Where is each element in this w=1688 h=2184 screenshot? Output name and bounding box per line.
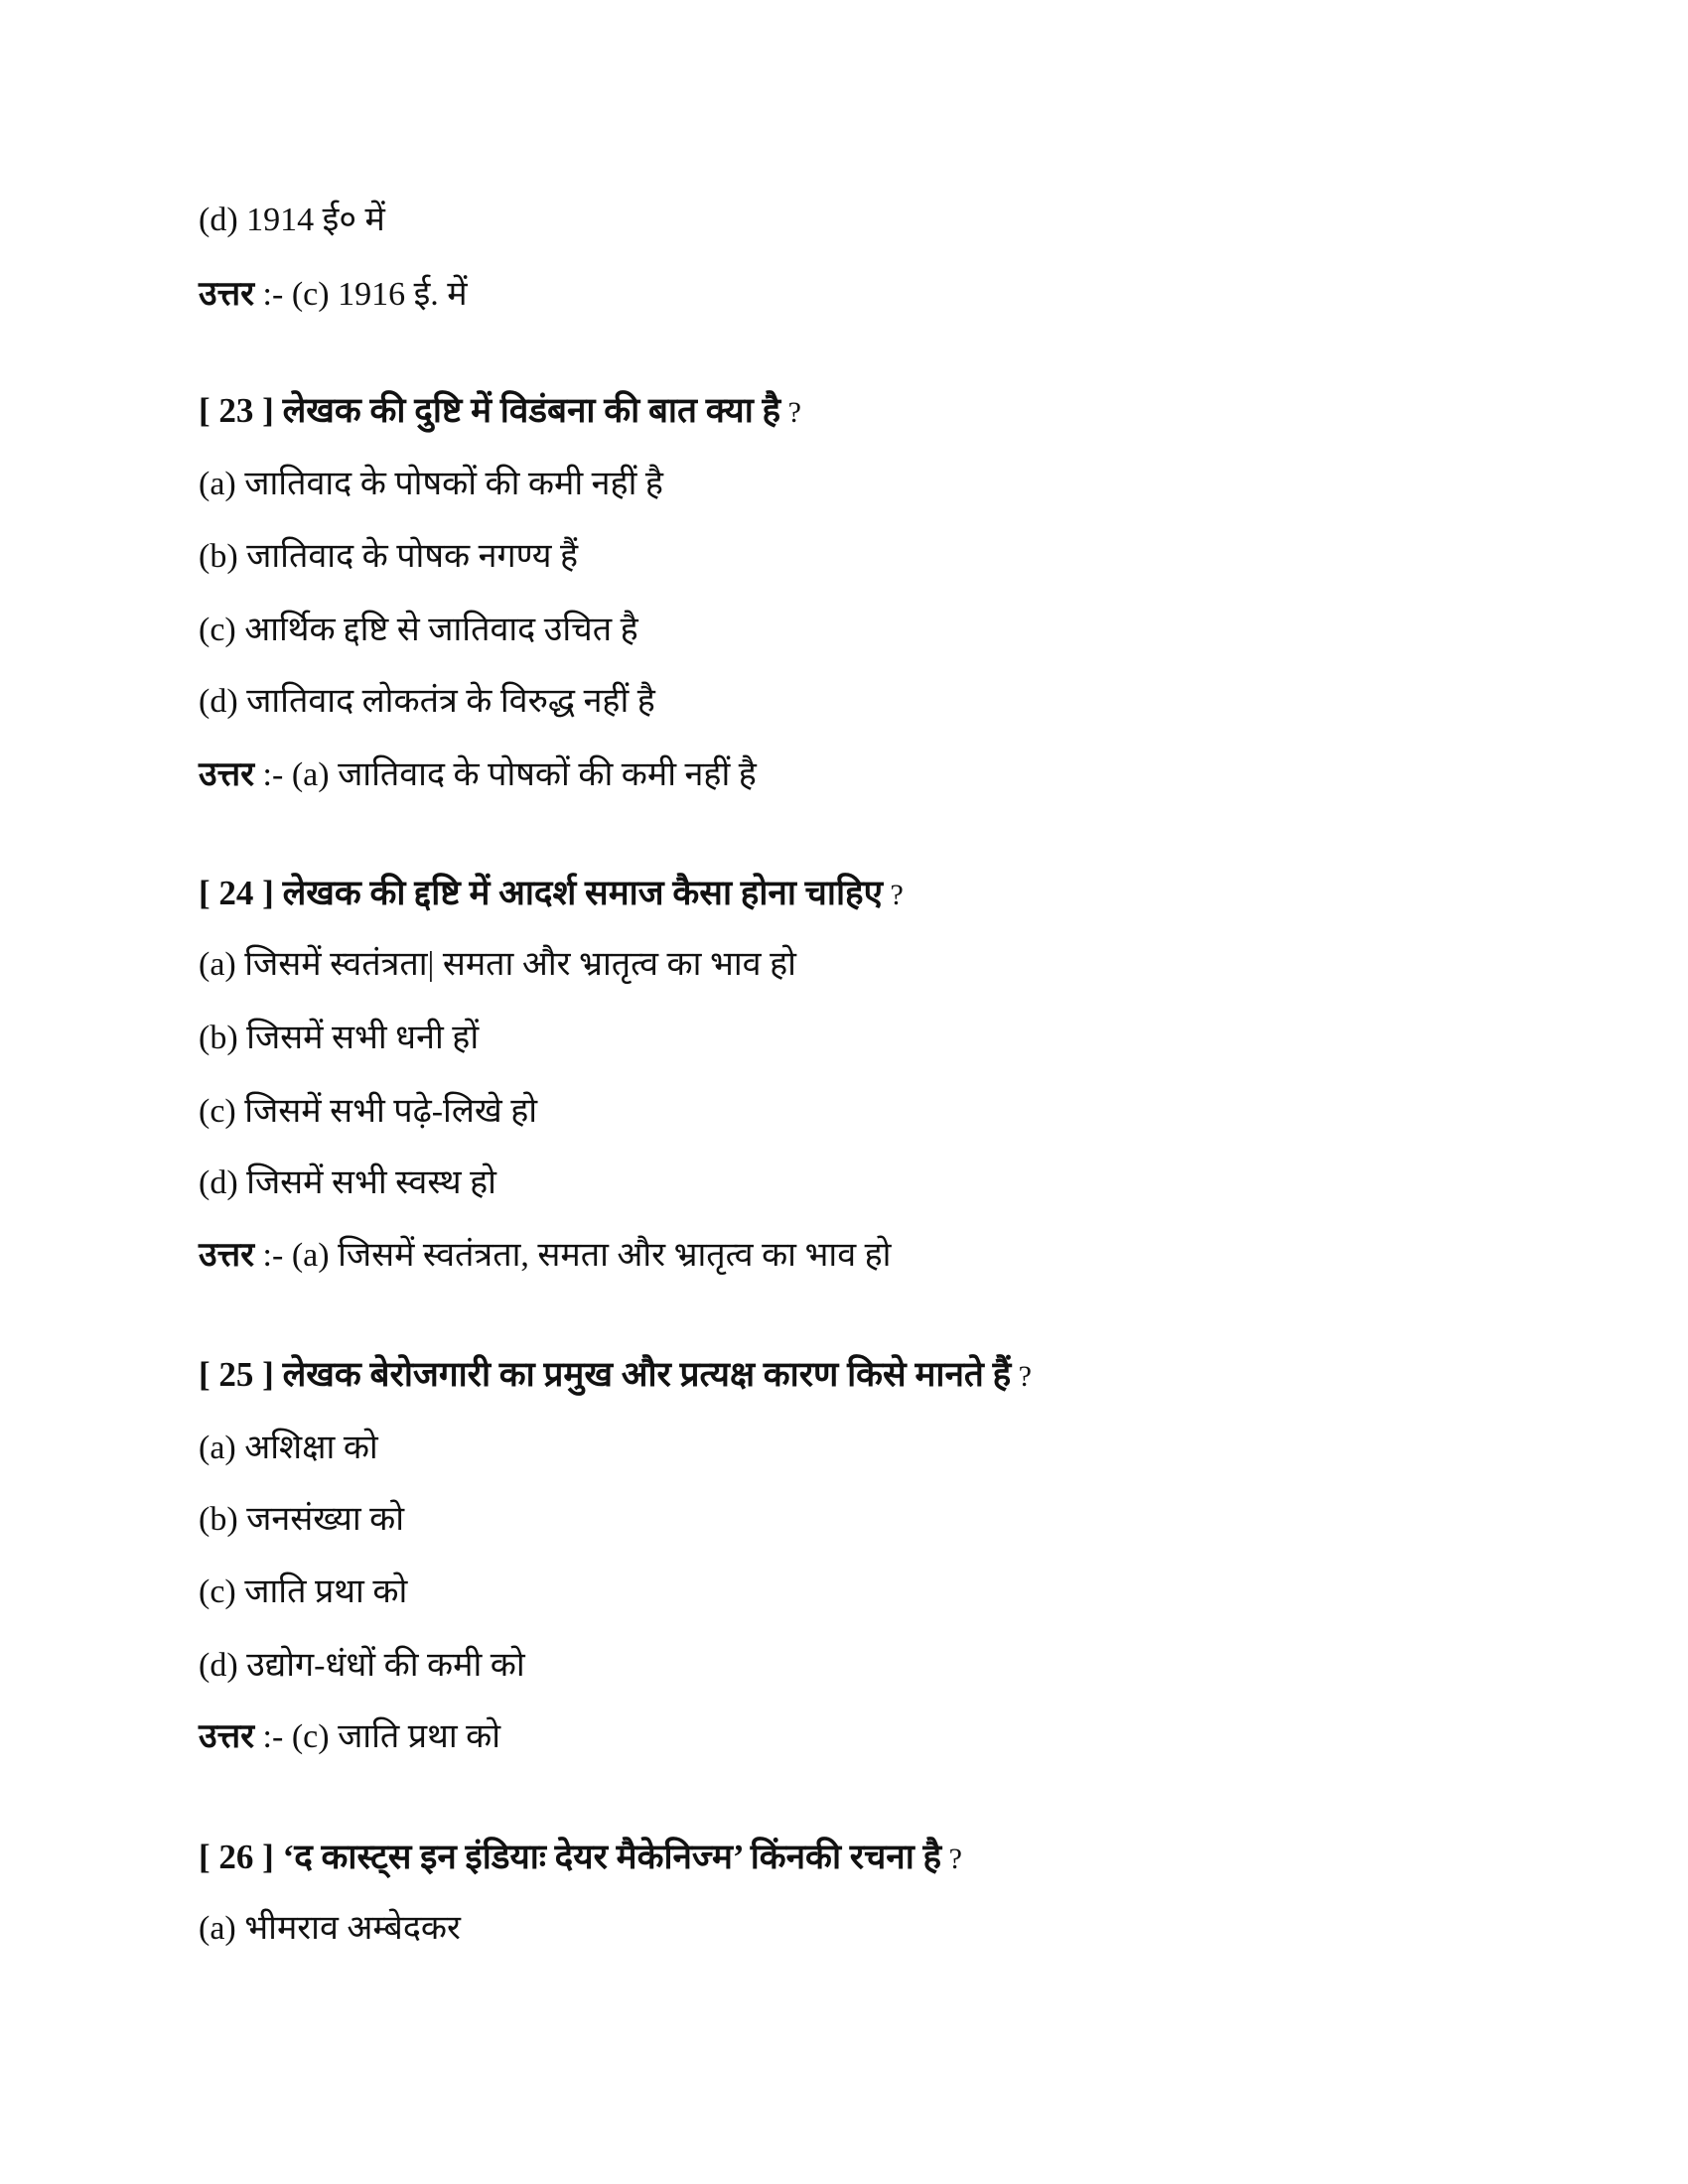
answer-text: (a) जिसमें स्वतंत्रता, समता और भ्रातृत्व का भाव हो [291,1237,892,1274]
option-text: (a) अशिक्षा को [199,1430,378,1466]
answer-separator: :- [254,756,292,793]
option-text: (b) जातिवाद के पोषक नगण्य हैं [199,538,579,575]
question-24-answer [199,1234,891,1278]
question-23-option-b [199,535,578,579]
question-24-heading [199,872,904,917]
option-text: (a) जिसमें स्वतंत्रता| समता और भ्रातृत्व का भाव हो [199,946,796,983]
option-text: (d) 1914 ई० में [199,202,385,238]
question-text: लेखक की दुष्टि में विडंबना की बात क्या है [282,391,781,430]
answer-line [199,273,468,317]
question-23-answer [199,753,757,797]
answer-separator: :- [254,276,292,313]
question-text: लेखक बेरोजगारी का प्रमुख और प्रत्यक्ष कारण किसे मानते हैं [282,1355,1012,1394]
question-text: ‘द कास्ट्स इन इंडियाः देयर मैकेनिज्म’ किंनकी रचना है [282,1838,942,1876]
question-25-answer [199,1715,500,1759]
answer-separator: :- [254,1237,292,1274]
question-23-heading [199,389,801,435]
question-25-option-b [199,1498,404,1542]
answer-label: उत्तर [199,756,255,793]
question-25-option-d [199,1644,525,1688]
answer-separator: :- [254,1718,292,1755]
question-25-option-a [199,1427,378,1470]
option-text: (d) जातिवाद लोकतंत्र के विरुद्ध नहीं है [199,683,655,720]
option-text: (a) जातिवाद के पोषकों की कमी नहीं है [199,466,663,502]
option-text: (c) जाति प्रथा को [199,1573,408,1610]
answer-label: उत्तर [199,1237,255,1274]
question-number: [ 23 ] [199,391,283,430]
question-mark: ? [941,1843,962,1875]
question-23-option-d [199,680,655,724]
question-24-option-a [199,943,796,987]
question-text: लेखक की द्दष्टि में आदर्श समाज कैसा होना चाहिए [282,874,883,912]
option-text: (d) उद्योग-धंधों की कमी को [199,1647,525,1684]
question-23-option-c [199,609,638,652]
option-text: (b) जनसंख्या को [199,1501,405,1538]
question-24-option-b [199,1017,479,1060]
question-26-option-a [199,1907,461,1951]
answer-text: (a) जातिवाद के पोषकों की कमी नहीं है [291,756,757,793]
question-24-option-c [199,1090,537,1134]
question-number: [ 26 ] [199,1838,283,1876]
question-25-option-c [199,1570,407,1614]
answer-label: उत्तर [199,1718,255,1755]
option-text: (d) जिसमें सभी स्वस्थ हो [199,1164,496,1201]
answer-label: उत्तर [199,276,255,313]
question-mark: ? [780,396,801,429]
answer-text: (c) 1916 ई. में [291,276,468,313]
question-mark: ? [1011,1360,1032,1393]
answer-text: (c) जाति प्रथा को [291,1718,501,1755]
question-23-option-a [199,463,663,506]
question-26-heading [199,1836,962,1881]
question-number: [ 24 ] [199,874,283,912]
option-text: (b) जिसमें सभी धनी हों [199,1020,480,1056]
question-number: [ 25 ] [199,1355,283,1394]
option-text: (a) भीमराव अम्बेदकर [199,1910,461,1947]
option-d [199,199,385,242]
question-25-heading [199,1353,1032,1399]
question-24-option-d [199,1161,496,1205]
option-text: (c) जिसमें सभी पढ़े-लिखे हो [199,1093,538,1130]
option-text: (c) आर्थिक द्दष्टि से जातिवाद उचित है [199,612,638,648]
question-mark: ? [882,879,904,911]
